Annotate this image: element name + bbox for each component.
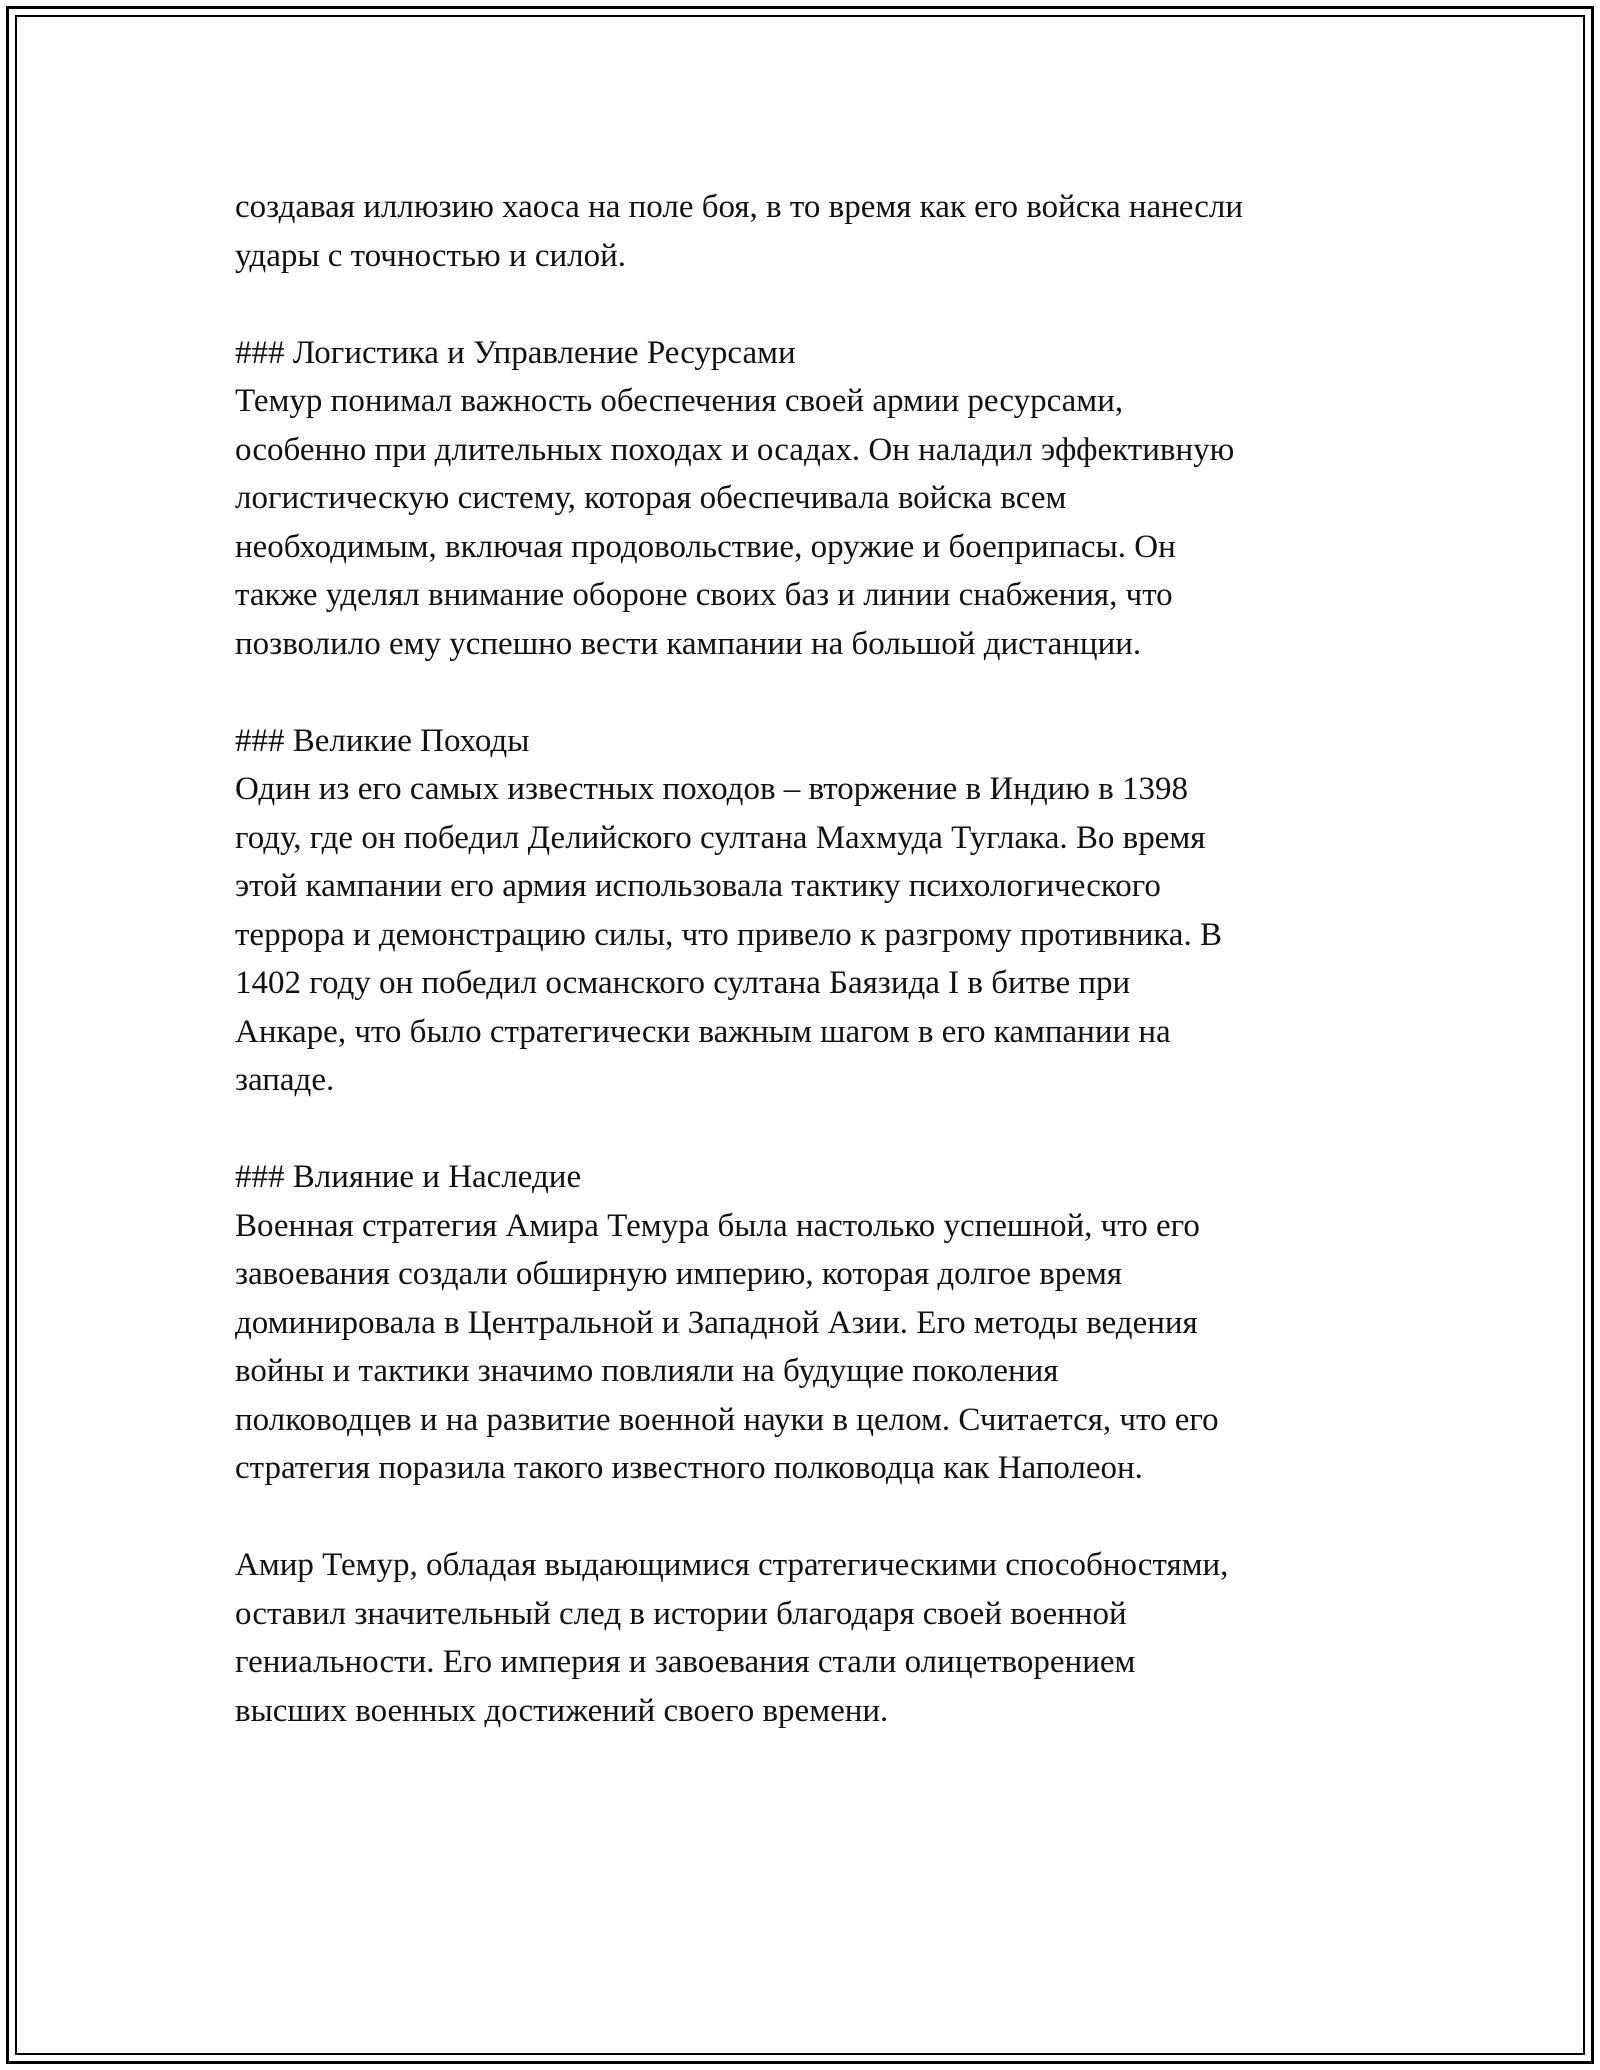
paragraph-intro [235,183,1395,280]
text-line: создавая иллюзию хаоса на поле боя, в то время как его войска нанесли [235,189,1244,225]
text-line: Амир Темур, обладая выдающимися стратегическими способностями, [235,1547,1229,1583]
section-campaigns [235,717,1395,1105]
section-heading: ### Логистика и Управление Ресурсами [235,334,796,371]
text-line: полководцев и на развитие военной науки в целом. Считается, что его [235,1401,1219,1438]
section-logistics [235,329,1395,669]
text-line: также уделял внимание обороне своих баз и линии снабжения, что [235,577,1173,613]
text-line: особенно при длительных походах и осадах. Он наладил эффективную [235,431,1235,468]
document-body [235,183,1395,1784]
text-line: необходимым, включая продовольствие, оружие и боеприпасы. Он [235,528,1176,565]
text-line: оставил значительный след в истории благодаря своей военной [235,1595,1127,1632]
text-line: Один из его самых известных походов – вторжение в Индию в 1398 [235,771,1189,807]
section-heading: ### Влияние и Наследие [235,1159,582,1195]
text-line: доминировала в Центральной и Западной Азии. Его методы ведения [235,1304,1198,1341]
text-line: удары с точностью и силой. [235,237,627,274]
text-line: этой кампании его армия использовала тактику психологического [235,868,1161,904]
text-line: позволило ему успешно вести кампании на большой дистанции. [235,625,1142,662]
text-line: логистическую систему, которая обеспечивала войска всем [235,480,1067,516]
text-line: году, где он победил Делийского султана Махмуда Туглака. Во время [235,819,1206,856]
text-line: Военная стратегия Амира Темура была настолько успешной, что его [235,1207,1200,1244]
text-line: западе. [235,1062,335,1098]
section-heading: ### Великие Походы [235,722,530,759]
text-line: террора и демонстрацию силы, что привело к разгрому противника. В [235,916,1222,953]
text-line: завоевания создали обширную империю, которая долгое время [235,1256,1123,1292]
text-line: гениальности. Его империя и завоевания стали олицетворением [235,1644,1136,1680]
paragraph-conclusion [235,1541,1395,1735]
text-line: Анкаре, что было стратегически важным шагом в его кампании на [235,1013,1171,1050]
text-line: высших военных достижений своего времени. [235,1692,889,1729]
text-line: стратегия поразила такого известного полководца как Наполеон. [235,1450,1143,1486]
text-line: войны и тактики значимо повлияли на будущие поколения [235,1353,1059,1389]
section-legacy [235,1153,1395,1493]
text-line: 1402 году он победил османского султана Баязида I в битве при [235,965,1131,1001]
text-line: Темур понимал важность обеспечения своей армии ресурсами, [235,383,1124,419]
